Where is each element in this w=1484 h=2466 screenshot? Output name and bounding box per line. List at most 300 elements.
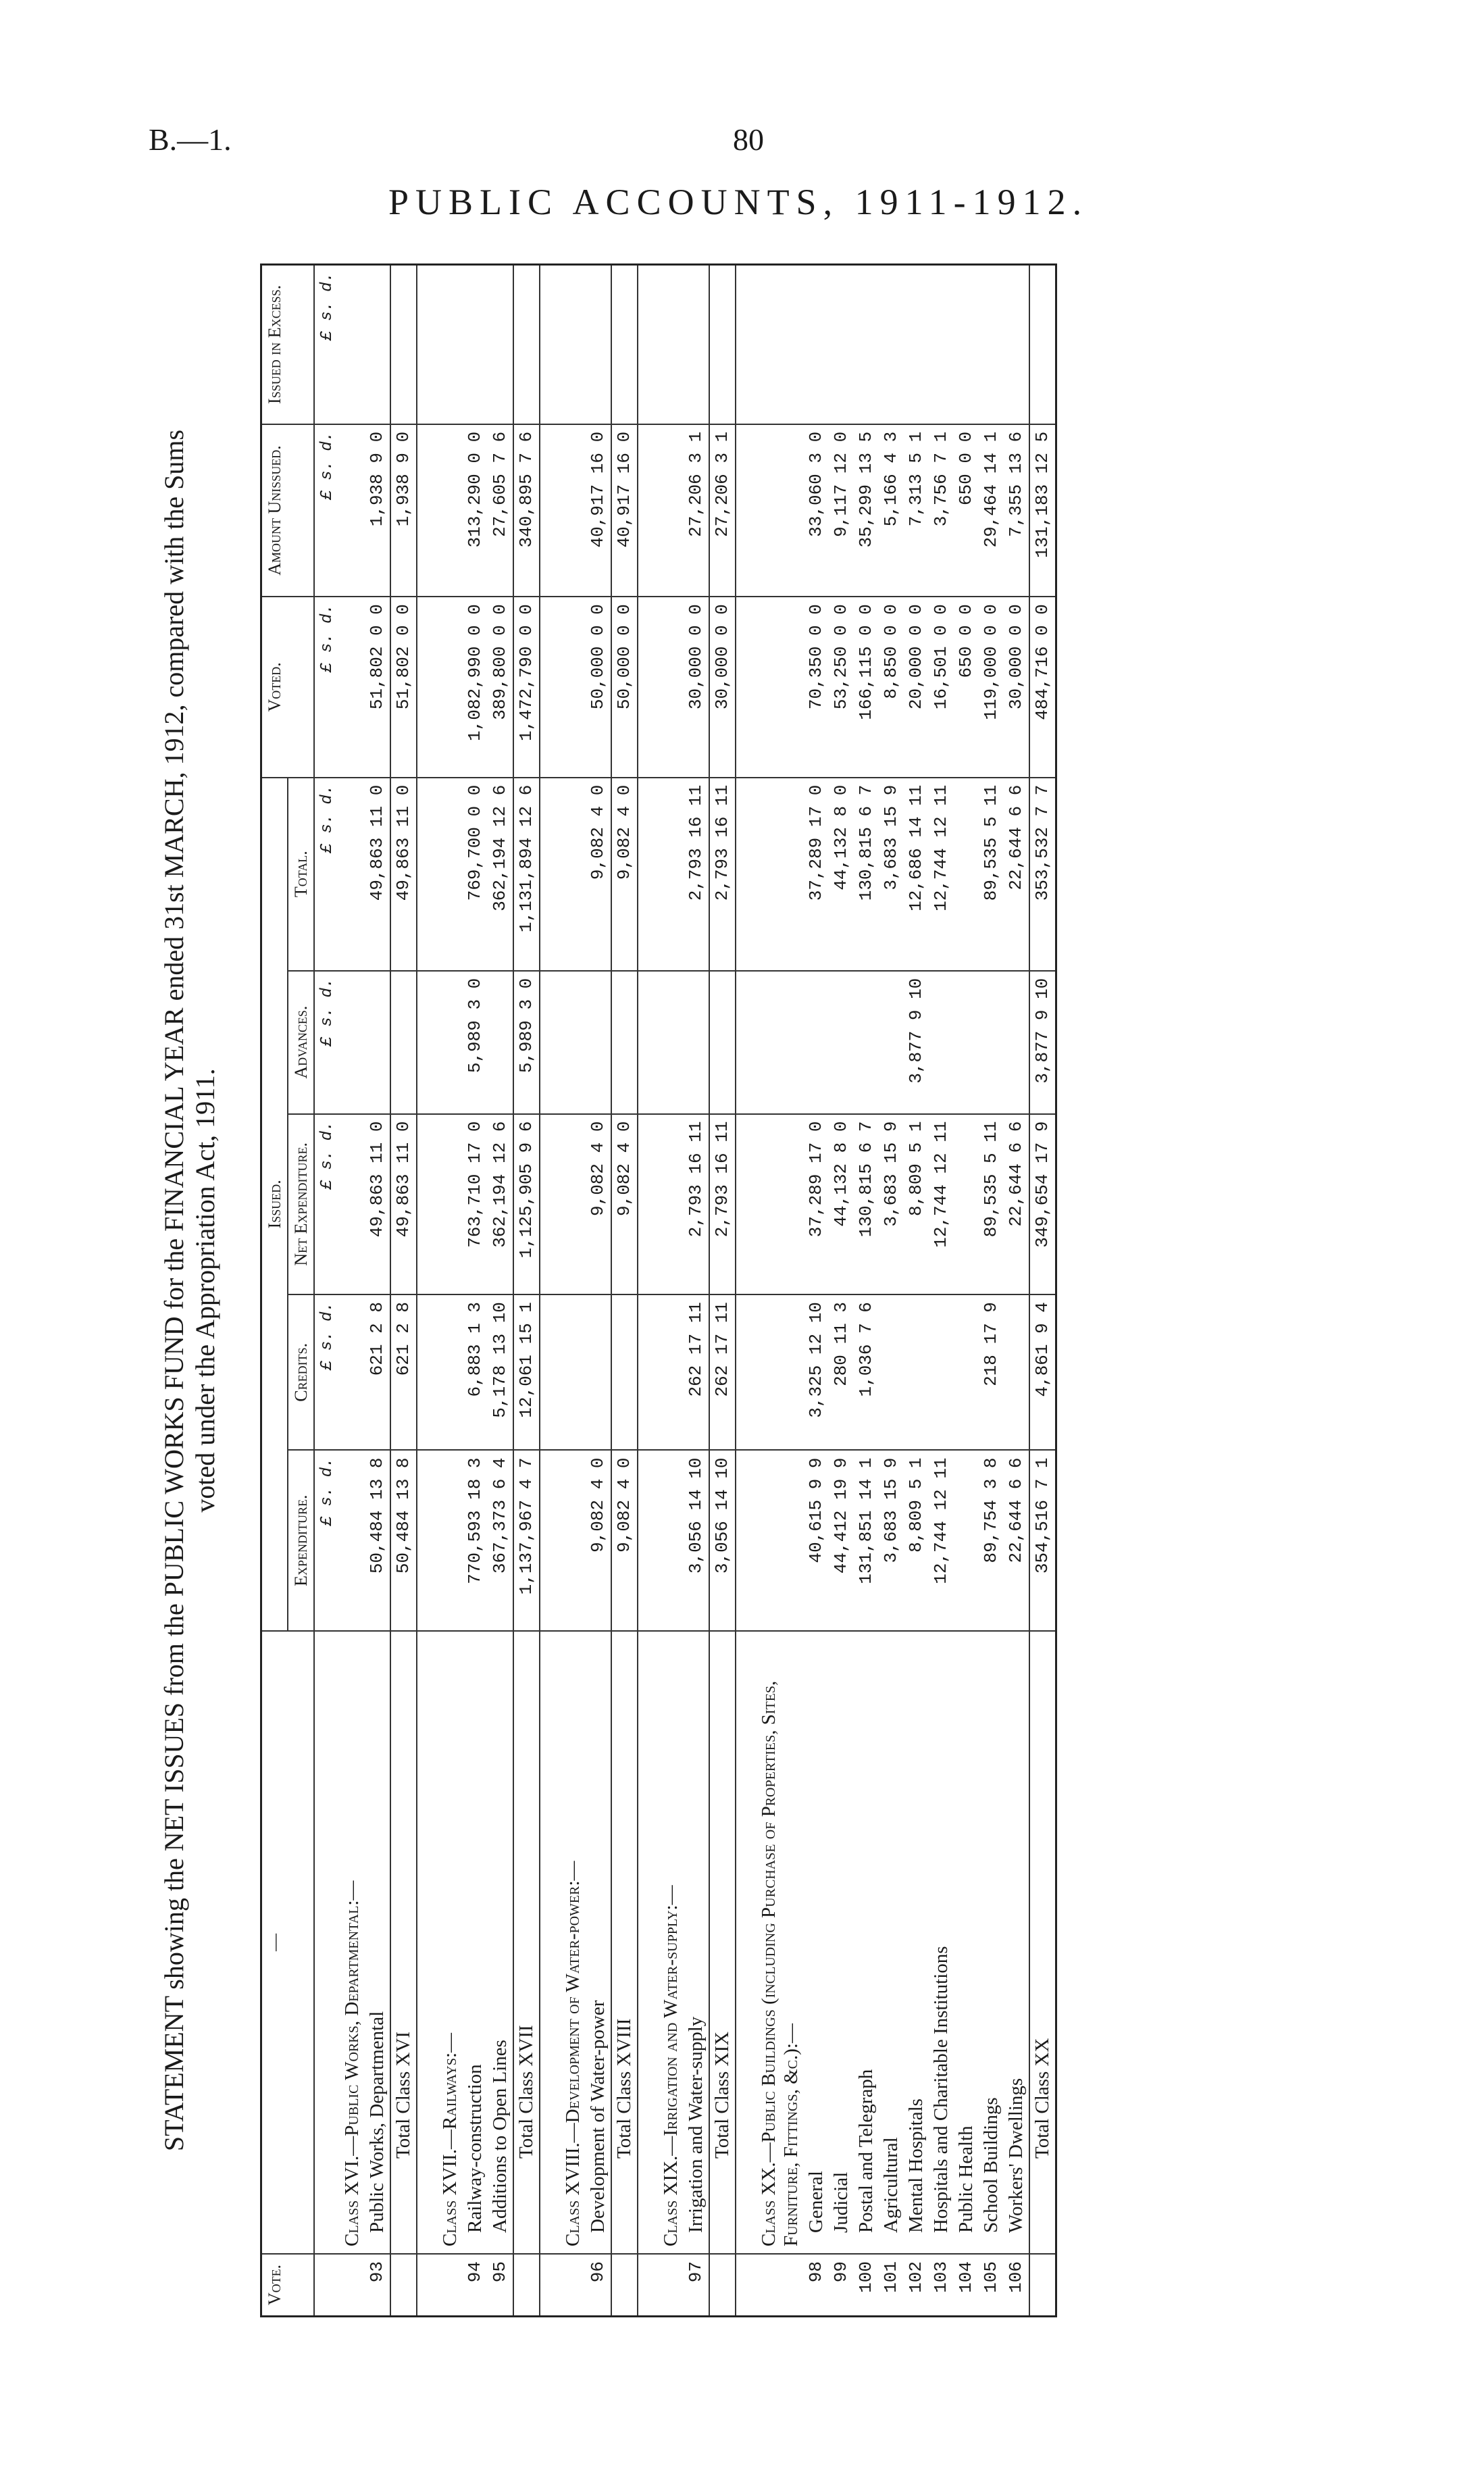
accounts-table (260, 263, 1057, 2317)
spacer-cell (540, 597, 561, 778)
total-credits: 621 2 8 (390, 1294, 417, 1450)
item-description: Postal and Telegraph (854, 1631, 879, 2254)
cell-voted: 1,082,990 0 0 (463, 597, 488, 778)
table-row (829, 265, 854, 2317)
cell-total: 2,793 16 11 (684, 778, 709, 971)
spacer-cell (417, 2254, 438, 2317)
empty-cell (340, 971, 365, 1114)
table-row (929, 265, 954, 2317)
cell-credits (586, 1294, 611, 1450)
cell-advances (979, 971, 1004, 1114)
total-credits (611, 1294, 638, 1450)
spacer-cell (540, 1114, 561, 1295)
col-expenditure: Expenditure. (288, 1450, 314, 1631)
cell-unissued: 27,206 3 1 (684, 424, 709, 597)
spacer-cell (540, 265, 561, 424)
table-row (904, 265, 929, 2317)
unit-label: £ s. d. (314, 778, 340, 971)
col-advances: Advances. (288, 971, 314, 1114)
cell-voted: 119,000 0 0 (979, 597, 1004, 778)
total-total: 49,863 11 0 (390, 778, 417, 971)
cell-credits: 6,883 1 3 (463, 1294, 488, 1450)
statement-title-line-1: STATEMENT showing the NET ISSUES from the PUBLIC WORKS FUND for the FINANCIAL YEAR ended 31st MARCH, 1912, compared with the Sums (159, 429, 189, 2152)
vote-cell (757, 2254, 804, 2317)
cell-advances: 3,877 9 10 (904, 971, 929, 1114)
cell-total: 49,863 11 0 (365, 778, 390, 971)
cell-total: 37,289 17 0 (804, 778, 829, 971)
cell-expenditure: 9,082 4 0 (586, 1450, 611, 1631)
cell-unissued: 3,756 7 1 (929, 424, 954, 597)
spacer-cell (540, 1294, 561, 1450)
cell-voted: 51,802 0 0 (365, 597, 390, 778)
item-description: Irrigation and Water-supply (684, 1631, 709, 2254)
empty-cell (757, 1294, 804, 1450)
cell-voted: 30,000 0 0 (1004, 597, 1029, 778)
cell-voted: 30,000 0 0 (684, 597, 709, 778)
class-total-row (611, 265, 638, 2317)
class-total-row (513, 265, 540, 2317)
cell-net-expenditure: 8,809 5 1 (904, 1114, 929, 1295)
cell-net-expenditure: 763,710 17 0 (463, 1114, 488, 1295)
cell-voted: 650 0 0 (954, 597, 979, 778)
document-reference: B.—1. (149, 122, 232, 157)
item-description: Judicial (829, 1631, 854, 2254)
cell-expenditure: 8,809 5 1 (904, 1450, 929, 1631)
empty-cell (561, 1114, 586, 1295)
cell-excess (904, 265, 929, 424)
empty-cell (659, 1114, 684, 1295)
cell-expenditure: 131,851 14 1 (854, 1450, 879, 1631)
cell-net-expenditure: 22,644 6 6 (1004, 1114, 1029, 1295)
empty-cell (757, 778, 804, 971)
empty-cell (757, 424, 804, 597)
cell-unissued: 7,313 5 1 (904, 424, 929, 597)
vote-number: 105 (979, 2254, 1004, 2317)
spacer-cell (638, 1450, 659, 1631)
unit-label: £ s. d. (314, 971, 340, 1114)
col-issued-group: Issued. (261, 778, 288, 1631)
cell-voted: 53,250 0 0 (829, 597, 854, 778)
cell-unissued: 40,917 16 0 (586, 424, 611, 597)
spacer-row (540, 265, 561, 2317)
spacer-cell (736, 1631, 757, 2254)
cell-credits (879, 1294, 904, 1450)
spacer-cell (417, 1450, 438, 1631)
empty-cell (438, 265, 463, 424)
spacer-cell (540, 2254, 561, 2317)
cell-credits: 5,178 13 10 (488, 1294, 513, 1450)
spacer-cell (736, 1450, 757, 1631)
vote-number: 102 (904, 2254, 929, 2317)
class-heading-row (757, 265, 804, 2317)
spacer-cell (736, 1114, 757, 1295)
cell-advances (586, 971, 611, 1114)
total-expenditure: 1,137,967 4 7 (513, 1450, 540, 1631)
total-net-expenditure: 2,793 16 11 (709, 1114, 736, 1295)
cell-expenditure: 770,593 18 3 (463, 1450, 488, 1631)
cell-total: 9,082 4 0 (586, 778, 611, 971)
cell-credits (1004, 1294, 1029, 1450)
empty-cell (561, 971, 586, 1114)
cell-expenditure: 44,412 19 9 (829, 1450, 854, 1631)
total-advances: 5,989 3 0 (513, 971, 540, 1114)
empty-cell (561, 424, 586, 597)
col-net-expenditure: Net Expenditure. (288, 1114, 314, 1295)
class-total-row (390, 265, 417, 2317)
total-unissued: 340,895 7 6 (513, 424, 540, 597)
total-voted: 50,000 0 0 (611, 597, 638, 778)
empty-cell (340, 424, 365, 597)
cell-net-expenditure: 362,194 12 6 (488, 1114, 513, 1295)
empty-cell (438, 1294, 463, 1450)
total-label: Total Class XX (1029, 1631, 1056, 2254)
total-label: Total Class XVII (513, 1631, 540, 2254)
empty-cell (659, 265, 684, 424)
cell-expenditure: 50,484 13 8 (365, 1450, 390, 1631)
col-vote: Vote. (261, 2254, 315, 2317)
table-row (586, 265, 611, 2317)
table-row (954, 265, 979, 2317)
empty-cell (438, 778, 463, 971)
cell-advances (854, 971, 879, 1114)
vote-number: 101 (879, 2254, 904, 2317)
cell-credits: 1,036 7 6 (854, 1294, 879, 1450)
total-credits: 262 17 11 (709, 1294, 736, 1450)
unit-label: £ s. d. (314, 424, 340, 597)
vote-cell (611, 2254, 638, 2317)
empty-cell (438, 1114, 463, 1295)
cell-total: 3,683 15 9 (879, 778, 904, 971)
cell-excess (979, 265, 1004, 424)
total-credits: 12,061 15 1 (513, 1294, 540, 1450)
empty-cell (659, 1294, 684, 1450)
col-unissued: Amount Unissued. (261, 424, 315, 597)
page-number: 80 (733, 122, 764, 157)
cell-total: 130,815 6 7 (854, 778, 879, 971)
spacer-cell (736, 971, 757, 1114)
vote-number: 97 (684, 2254, 709, 2317)
cell-excess (829, 265, 854, 424)
spacer-cell (736, 2254, 757, 2317)
spacer-cell (736, 265, 757, 424)
vote-number: 104 (954, 2254, 979, 2317)
units-row (314, 265, 340, 2317)
unit-label: £ s. d. (314, 1450, 340, 1631)
empty-cell (340, 265, 365, 424)
cell-total (954, 778, 979, 971)
class-total-row (709, 265, 736, 2317)
cell-advances (488, 971, 513, 1114)
cell-advances (829, 971, 854, 1114)
total-total: 2,793 16 11 (709, 778, 736, 971)
cell-unissued: 650 0 0 (954, 424, 979, 597)
class-heading: Class XVIII.—Development of Water-power:— (561, 1631, 586, 2254)
unit-label: £ s. d. (314, 265, 340, 424)
total-excess (1029, 265, 1056, 424)
total-voted: 51,802 0 0 (390, 597, 417, 778)
spacer-cell (417, 597, 438, 778)
col-credits: Credits. (288, 1294, 314, 1450)
cell-credits: 621 2 8 (365, 1294, 390, 1450)
spacer-cell (540, 778, 561, 971)
cell-advances (804, 971, 829, 1114)
col-description: — (261, 1631, 315, 2254)
spacer-cell (540, 424, 561, 597)
cell-expenditure: 3,056 14 10 (684, 1450, 709, 1631)
cell-advances (365, 971, 390, 1114)
cell-excess (1004, 265, 1029, 424)
class-total-row (1029, 265, 1056, 2317)
empty-cell (659, 971, 684, 1114)
total-credits: 4,861 9 4 (1029, 1294, 1056, 1450)
total-voted: 484,716 0 0 (1029, 597, 1056, 778)
class-heading-row (340, 265, 365, 2317)
table-row (365, 265, 390, 2317)
item-description: Agricultural (879, 1631, 904, 2254)
cell-total: 12,686 14 11 (904, 778, 929, 971)
empty-cell (438, 597, 463, 778)
cell-credits: 262 17 11 (684, 1294, 709, 1450)
class-heading: Class XIX.—Irrigation and Water-supply:— (659, 1631, 684, 2254)
spacer-cell (638, 424, 659, 597)
spacer-cell (540, 1450, 561, 1631)
spacer-cell (736, 1294, 757, 1450)
cell-voted: 50,000 0 0 (586, 597, 611, 778)
cell-net-expenditure (954, 1114, 979, 1295)
total-advances (390, 971, 417, 1114)
cell-expenditure: 22,644 6 6 (1004, 1450, 1029, 1631)
cell-advances (879, 971, 904, 1114)
item-description: School Buildings (979, 1631, 1004, 2254)
cell-net-expenditure: 37,289 17 0 (804, 1114, 829, 1295)
empty-cell (561, 1450, 586, 1631)
rotated-statement (159, 263, 1351, 2317)
cell-net-expenditure: 9,082 4 0 (586, 1114, 611, 1295)
total-net-expenditure: 1,125,905 9 6 (513, 1114, 540, 1295)
spacer-cell (540, 1631, 561, 2254)
vote-cell (1029, 2254, 1056, 2317)
spacer-cell (417, 1631, 438, 2254)
spacer-cell (638, 778, 659, 971)
total-expenditure: 9,082 4 0 (611, 1450, 638, 1631)
table-row (804, 265, 829, 2317)
item-description: Development of Water-power (586, 1631, 611, 2254)
total-total: 353,532 7 7 (1029, 778, 1056, 971)
total-net-expenditure: 49,863 11 0 (390, 1114, 417, 1295)
total-label: Total Class XVI (390, 1631, 417, 2254)
item-description: Additions to Open Lines (488, 1631, 513, 2254)
spacer-cell (417, 424, 438, 597)
cell-net-expenditure: 44,132 8 0 (829, 1114, 854, 1295)
total-label: Total Class XVIII (611, 1631, 638, 2254)
cell-unissued: 5,166 4 3 (879, 424, 904, 597)
total-voted: 30,000 0 0 (709, 597, 736, 778)
empty-cell (561, 778, 586, 971)
vote-number: 95 (488, 2254, 513, 2317)
total-net-expenditure: 9,082 4 0 (611, 1114, 638, 1295)
vote-number: 94 (463, 2254, 488, 2317)
cell-excess (684, 265, 709, 424)
cell-credits (904, 1294, 929, 1450)
total-excess (513, 265, 540, 424)
class-heading: Class XVII.—Railways:— (438, 1631, 463, 2254)
cell-advances: 5,989 3 0 (463, 971, 488, 1114)
table-row (854, 265, 879, 2317)
empty-cell (438, 1450, 463, 1631)
spacer-cell (638, 2254, 659, 2317)
total-total: 9,082 4 0 (611, 778, 638, 971)
class-heading-row (659, 265, 684, 2317)
cell-voted: 166,115 0 0 (854, 597, 879, 778)
cell-unissued: 313,290 0 0 (463, 424, 488, 597)
cell-total: 362,194 12 6 (488, 778, 513, 971)
table-row (879, 265, 904, 2317)
empty-cell (438, 971, 463, 1114)
cell-expenditure: 12,744 12 11 (929, 1450, 954, 1631)
spacer-cell (540, 971, 561, 1114)
cell-credits: 280 11 3 (829, 1294, 854, 1450)
col-excess: Issued in Excess. (261, 265, 315, 424)
cell-advances (929, 971, 954, 1114)
class-heading: Class XX.—Public Buildings (including Purchase of Properties, Sites, Furniture, Fittings, &c.):— (757, 1631, 804, 2254)
statement-title-line-2: voted under the Appropriation Act, 1911. (190, 1068, 220, 1513)
cell-net-expenditure: 12,744 12 11 (929, 1114, 954, 1295)
vote-cell (513, 2254, 540, 2317)
cell-total: 12,744 12 11 (929, 778, 954, 971)
vote-number: 98 (804, 2254, 829, 2317)
spacer-cell (638, 597, 659, 778)
unit-label: £ s. d. (314, 1294, 340, 1450)
cell-voted: 20,000 0 0 (904, 597, 929, 778)
total-unissued: 131,183 12 5 (1029, 424, 1056, 597)
cell-voted: 8,850 0 0 (879, 597, 904, 778)
spacer-cell (417, 778, 438, 971)
class-heading-row (438, 265, 463, 2317)
empty-cell (340, 597, 365, 778)
cell-credits: 3,325 12 10 (804, 1294, 829, 1450)
total-total: 1,131,894 12 6 (513, 778, 540, 971)
cell-advances (684, 971, 709, 1114)
item-description: Workers' Dwellings (1004, 1631, 1029, 2254)
empty-cell (757, 971, 804, 1114)
empty-cell (757, 597, 804, 778)
cell-expenditure: 367,373 6 4 (488, 1450, 513, 1631)
cell-total: 22,644 6 6 (1004, 778, 1029, 971)
cell-unissued: 7,355 13 6 (1004, 424, 1029, 597)
empty-cell (438, 424, 463, 597)
empty-cell (659, 778, 684, 971)
spacer-row (417, 265, 438, 2317)
vote-number: 100 (854, 2254, 879, 2317)
class-heading: Class XVI.—Public Works, Departmental:— (340, 1631, 365, 2254)
item-description: Mental Hospitals (904, 1631, 929, 2254)
cell-net-expenditure: 89,535 5 11 (979, 1114, 1004, 1295)
empty-cell (561, 265, 586, 424)
total-unissued: 27,206 3 1 (709, 424, 736, 597)
table-row (684, 265, 709, 2317)
vote-cell (561, 2254, 586, 2317)
unit-label: £ s. d. (314, 597, 340, 778)
spacer-cell (736, 778, 757, 971)
cell-voted: 70,350 0 0 (804, 597, 829, 778)
cell-unissued: 35,299 13 5 (854, 424, 879, 597)
spacer-cell (736, 424, 757, 597)
cell-expenditure: 40,615 9 9 (804, 1450, 829, 1631)
empty-cell (340, 778, 365, 971)
total-advances: 3,877 9 10 (1029, 971, 1056, 1114)
cell-excess (488, 265, 513, 424)
vote-number: 99 (829, 2254, 854, 2317)
cell-advances (1004, 971, 1029, 1114)
spacer-cell (638, 971, 659, 1114)
unit-label: £ s. d. (314, 1114, 340, 1295)
total-advances (709, 971, 736, 1114)
class-heading-row (561, 265, 586, 2317)
page-heading: PUBLIC ACCOUNTS, 1911-1912. (388, 182, 1089, 222)
cell-total: 89,535 5 11 (979, 778, 1004, 971)
cell-expenditure (954, 1450, 979, 1631)
cell-net-expenditure: 49,863 11 0 (365, 1114, 390, 1295)
total-expenditure: 3,056 14 10 (709, 1450, 736, 1631)
total-net-expenditure: 349,654 17 9 (1029, 1114, 1056, 1295)
vote-number: 96 (586, 2254, 611, 2317)
cell-credits (954, 1294, 979, 1450)
spacer-row (736, 265, 757, 2317)
table-row (979, 265, 1004, 2317)
cell-excess (586, 265, 611, 424)
item-description: Public Works, Departmental (365, 1631, 390, 2254)
vote-cell (659, 2254, 684, 2317)
cell-net-expenditure: 3,683 15 9 (879, 1114, 904, 1295)
empty-cell (757, 1450, 804, 1631)
table-row (1004, 265, 1029, 2317)
rotated-statement-region (159, 263, 1351, 2317)
cell-unissued: 1,938 9 0 (365, 424, 390, 597)
total-unissued: 1,938 9 0 (390, 424, 417, 597)
item-description: Railway-construction (463, 1631, 488, 2254)
vote-cell (340, 2254, 365, 2317)
empty-cell (340, 1114, 365, 1295)
cell-unissued: 29,464 14 1 (979, 424, 1004, 597)
total-advances (611, 971, 638, 1114)
vote-cell (709, 2254, 736, 2317)
spacer-cell (638, 1294, 659, 1450)
empty-cell (757, 1114, 804, 1295)
cell-excess (954, 265, 979, 424)
vote-number: 93 (365, 2254, 390, 2317)
vote-number: 103 (929, 2254, 954, 2317)
cell-excess (854, 265, 879, 424)
item-description: General (804, 1631, 829, 2254)
total-excess (390, 265, 417, 424)
vote-cell (438, 2254, 463, 2317)
cell-voted: 16,501 0 0 (929, 597, 954, 778)
item-description: Public Health (954, 1631, 979, 2254)
cell-net-expenditure: 2,793 16 11 (684, 1114, 709, 1295)
total-expenditure: 354,516 7 1 (1029, 1450, 1056, 1631)
item-description: Hospitals and Charitable Institutions (929, 1631, 954, 2254)
cell-credits (929, 1294, 954, 1450)
vote-number: 106 (1004, 2254, 1029, 2317)
vote-cell (390, 2254, 417, 2317)
spacer-cell (736, 597, 757, 778)
cell-excess (463, 265, 488, 424)
cell-expenditure: 3,683 15 9 (879, 1450, 904, 1631)
spacer-cell (417, 265, 438, 424)
statement-title (159, 263, 221, 2317)
empty-cell (659, 597, 684, 778)
total-voted: 1,472,790 0 0 (513, 597, 540, 778)
